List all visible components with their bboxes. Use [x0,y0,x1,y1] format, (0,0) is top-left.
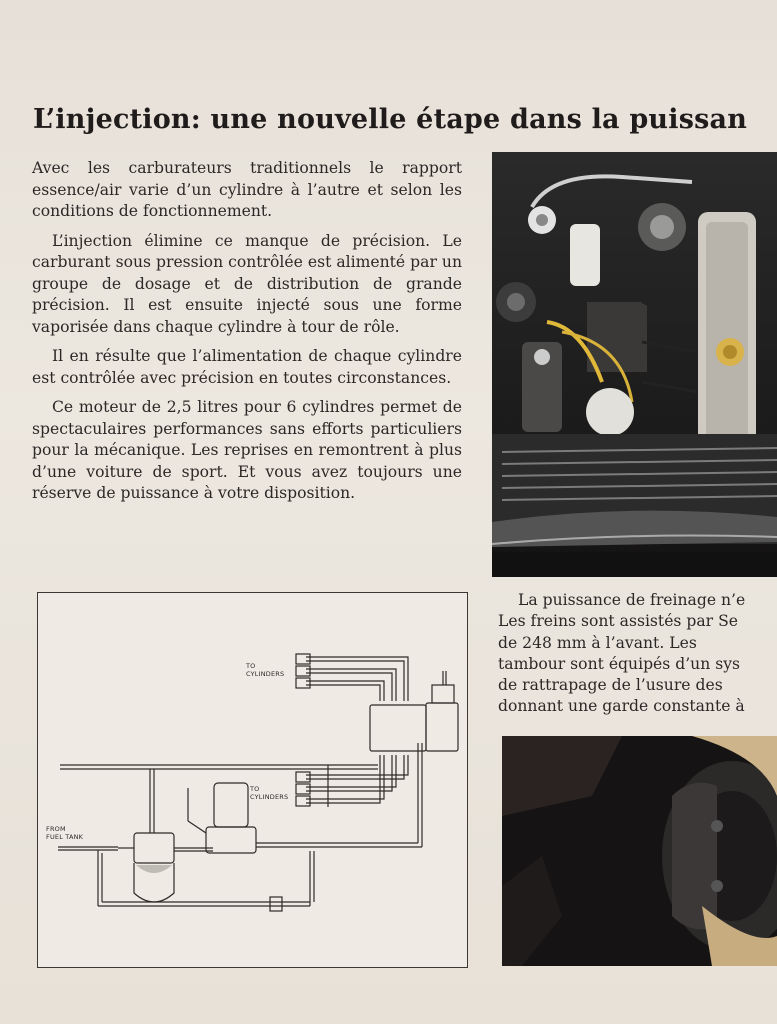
brake-photo [502,736,777,966]
paragraph-2: L’injection élimine ce manque de précision. Le carburant sous pression contrôlée est alimenté par un groupe de dosage et de distribution de grande précision. Il est ensuite injecté sous une forme vaporisée dans chaque cylindre à tour de rôle. [32,231,462,336]
paragraph-3: Il en résulte que l’alimentation de chaque cylindre est contrôlée avec précision en toutes circonstances. [32,347,462,387]
engine-photo [492,152,777,577]
label-to-cylinders-top: TO CYLINDERS [246,662,285,678]
brakes-line-3: de 248 mm à l’avant. Les [498,633,697,652]
brakes-line-2: Les freins sont assistés par Se [498,612,738,631]
fuel-injection-diagram [37,592,468,968]
brakes-line-1: La puissance de freinage n’e [518,591,746,609]
diagram-drawing [38,593,469,969]
brakes-line-4: tambour sont équipés d’un sys [498,654,741,673]
body-text [32,158,462,513]
page-title: L’injection: une nouvelle étape dans la puissan [33,104,748,135]
brakes-line-6: donnant une garde constante à [498,697,745,716]
label-from-fuel-tank: FROM FUEL TANK [46,825,84,841]
label-to-cylinders-bottom: TO CYLINDERS [250,785,289,801]
paragraph-4: Ce moteur de 2,5 litres pour 6 cylindres permet de spectaculaires performances sans efforts particuliers pour la mécanique. Les reprises en remontrent à plus d’une voiture de sport. Et vous avez toujours une réserve de puissance à votre disposition. [32,398,462,502]
brakes-line-5: de rattrapage de l’usure des [498,676,723,695]
paragraph-1: Avec les carburateurs traditionnels le rapport essence/air varie d’un cylindre à l’autre et selon les conditions de fonctionnement. [32,159,462,220]
brakes-text [498,590,777,718]
